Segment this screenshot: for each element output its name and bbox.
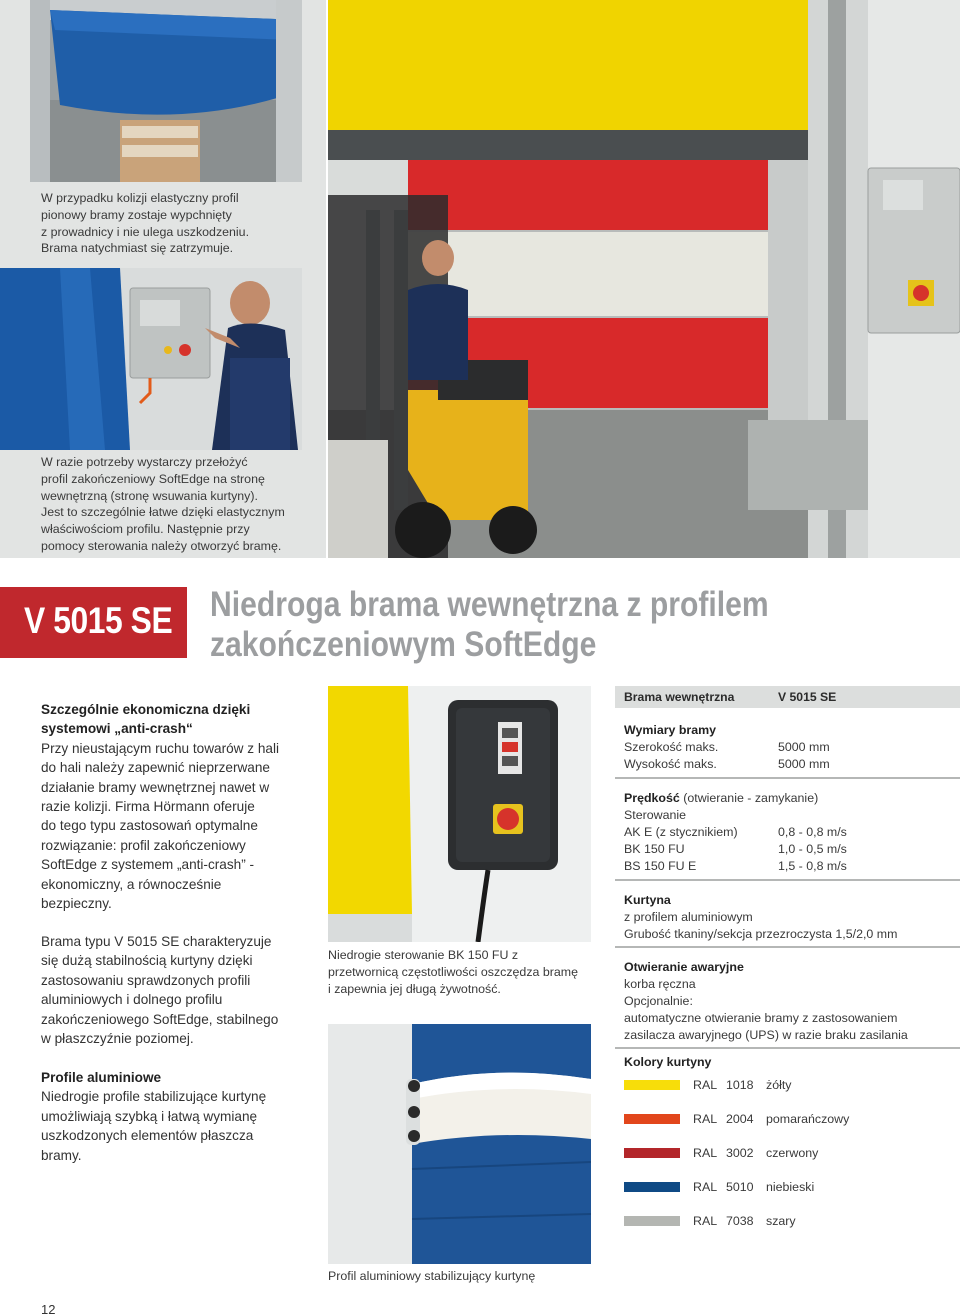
ral-label: RAL — [693, 1146, 718, 1160]
spec-table-header — [615, 686, 960, 708]
aluminium-profile-photo — [328, 1024, 591, 1264]
height-label: Wysokość maks. — [624, 757, 717, 771]
stability-paragraph — [41, 932, 311, 1048]
paragraph-line: Brama typu V 5015 SE charakteryzuje — [41, 934, 272, 949]
paragraph-line: zastosowaniu sprawdzonych profili — [41, 972, 251, 988]
ral-label: RAL — [693, 1112, 718, 1126]
ral-code: 3002 — [726, 1146, 754, 1160]
color-name: żółty — [766, 1078, 792, 1092]
emergency-heading: Otwieranie awaryjne — [624, 960, 744, 974]
speed-row-value: 0,8 - 0,8 m/s — [778, 825, 847, 839]
divider — [615, 879, 960, 881]
section-heading: Szczególnie ekonomiczna dzięki — [41, 702, 251, 717]
speed-row-value: 1,5 - 0,8 m/s — [778, 859, 847, 873]
speed-row-label: AK E (z stycznikiem) — [624, 825, 738, 839]
model-name: V 5015 SE — [24, 600, 173, 641]
curtain-heading: Kurtyna — [624, 893, 671, 907]
paragraph-line: do hali należy zapewnić nieprzerwane — [41, 760, 270, 776]
speed-title: Prędkość — [624, 791, 680, 805]
aluminium-profiles-section — [41, 1068, 311, 1165]
control-caption — [328, 947, 608, 997]
control-label: Sterowanie — [624, 808, 686, 822]
title-line: zakończeniowym SoftEdge — [210, 625, 597, 664]
caption-line: profil zakończeniowy SoftEdge na stronę — [41, 471, 265, 486]
operator-control-photo — [0, 268, 302, 450]
curtain-line: z profilem aluminiowym — [624, 910, 753, 924]
caption-line: Brama natychmiast się zatrzymuje. — [41, 241, 234, 256]
caption-line: z prowadnicy i nie ulega uszkodzeniu. — [41, 224, 250, 239]
speed-row-label: BS 150 FU E — [624, 859, 697, 873]
color-swatch — [624, 1216, 680, 1226]
color-name: szary — [766, 1214, 796, 1228]
color-swatch — [624, 1148, 680, 1158]
spec-header-model: V 5015 SE — [778, 690, 837, 704]
speed-heading — [624, 791, 818, 805]
page-number: 12 — [41, 1302, 56, 1316]
color-name: czerwony — [766, 1146, 819, 1160]
paragraph-line: uszkodzonych elementów płaszcza — [41, 1128, 254, 1144]
ral-code: 7038 — [726, 1214, 754, 1228]
ral-code: 5010 — [726, 1180, 754, 1194]
section-heading: systemowi „anti-crash“ — [41, 721, 193, 737]
paragraph-line: do tego typu zastosowań optymalne — [41, 818, 258, 834]
spec-header-label: Brama wewnętrzna — [624, 690, 735, 704]
color-name: pomarańczowy — [766, 1112, 850, 1126]
paragraph-line: SoftEdge z systemem „anti-crash” - — [41, 857, 255, 873]
paragraph-line: działanie bramy wewnętrznej nawet w — [41, 779, 270, 795]
caption-line: właściwościom profilu. Następnie przy — [41, 522, 250, 537]
caption-line: i zapewnia jej długą żywotność. — [328, 981, 501, 996]
divider — [615, 1047, 960, 1049]
width-label: Szerokość maks. — [624, 740, 719, 754]
softedge-swap-caption — [41, 454, 326, 555]
forklift-door-photo — [328, 0, 960, 558]
color-swatch — [624, 1080, 680, 1090]
curtain-line: Grubość tkaniny/sekcja przezroczysta 1,5/2,0 mm — [624, 927, 898, 941]
width-value: 5000 mm — [778, 740, 830, 754]
divider — [615, 777, 960, 779]
control-unit-photo — [328, 686, 591, 942]
caption-line: pomocy sterowania należy otworzyć bramę. — [41, 538, 282, 553]
paragraph-line: bramy. — [41, 1147, 82, 1163]
paragraph-line: rozwiązanie: profil zakończeniowy — [41, 837, 246, 853]
paragraph-line: aluminiowych i dolnego profilu — [41, 992, 223, 1008]
caption-line: Jest to szczególnie łatwe dzięki elastycznym — [41, 505, 285, 520]
anti-crash-section — [41, 700, 311, 913]
door-collision-photo — [30, 0, 302, 182]
speed-row-label: BK 150 FU — [624, 842, 685, 856]
page-title — [210, 585, 812, 665]
caption-line: Niedrogie sterowanie BK 150 FU z — [328, 948, 519, 962]
caption-line: W razie potrzeby wystarczy przełożyć — [41, 455, 248, 469]
color-swatch — [624, 1114, 680, 1124]
profile-caption — [328, 1268, 608, 1285]
caption-line: wewnętrzną (stronę wsuwania kurtyny). — [41, 488, 258, 503]
height-value: 5000 mm — [778, 757, 830, 771]
emergency-line: korba ręczna — [624, 977, 696, 991]
section-heading: Profile aluminiowe — [41, 1070, 162, 1085]
emergency-line: Opcjonalnie: — [624, 994, 693, 1008]
colors-heading: Kolory kurtyny — [624, 1055, 712, 1069]
paragraph-line: w płaszczyźnie poziomej. — [41, 1031, 194, 1047]
ral-label: RAL — [693, 1180, 718, 1194]
emergency-line: automatyczne otwieranie bramy z zastosowaniem — [624, 1011, 898, 1025]
paragraph-line: Przy nieustającym ruchu towarów z hali — [41, 740, 279, 756]
speed-note: (otwieranie - zamykanie) — [679, 791, 819, 805]
paragraph-line: Niedrogie profile stabilizujące kurtynę — [41, 1089, 267, 1105]
ral-label: RAL — [693, 1078, 718, 1092]
ral-code: 2004 — [726, 1112, 754, 1126]
emergency-line: zasilacza awaryjnego (UPS) w razie braku zasilania — [624, 1028, 908, 1042]
collision-caption — [41, 190, 321, 257]
speed-row-value: 1,0 - 0,5 m/s — [778, 842, 847, 856]
color-swatch — [624, 1182, 680, 1192]
paragraph-line: umożliwiają szybką i łatwą wymianę — [41, 1108, 258, 1124]
dims-heading: Wymiary bramy — [624, 723, 717, 737]
caption-line: W przypadku kolizji elastyczny profil — [41, 191, 239, 205]
paragraph-line: zakończeniowego SoftEdge, stabilnego — [41, 1011, 279, 1027]
ral-code: 1018 — [726, 1078, 754, 1092]
title-line: Niedroga brama wewnętrzna z profilem — [210, 585, 769, 624]
divider — [615, 946, 960, 948]
paragraph-line: się dużą stabilnością kurtyny dzięki — [41, 953, 253, 969]
caption-line: przetwornicą częstotliwości oszczędza bramę — [328, 964, 578, 979]
caption-line: Profil aluminiowy stabilizujący kurtynę — [328, 1269, 536, 1283]
paragraph-line: bezpieczny. — [41, 896, 112, 912]
paragraph-line: razie kolizji. Firma Hörmann oferuje — [41, 799, 255, 815]
color-name: niebieski — [766, 1180, 815, 1194]
paragraph-line: ekonomiczny, a równocześnie — [41, 876, 222, 892]
ral-label: RAL — [693, 1214, 718, 1228]
caption-line: pionowy bramy zostaje wypchnięty — [41, 207, 232, 222]
